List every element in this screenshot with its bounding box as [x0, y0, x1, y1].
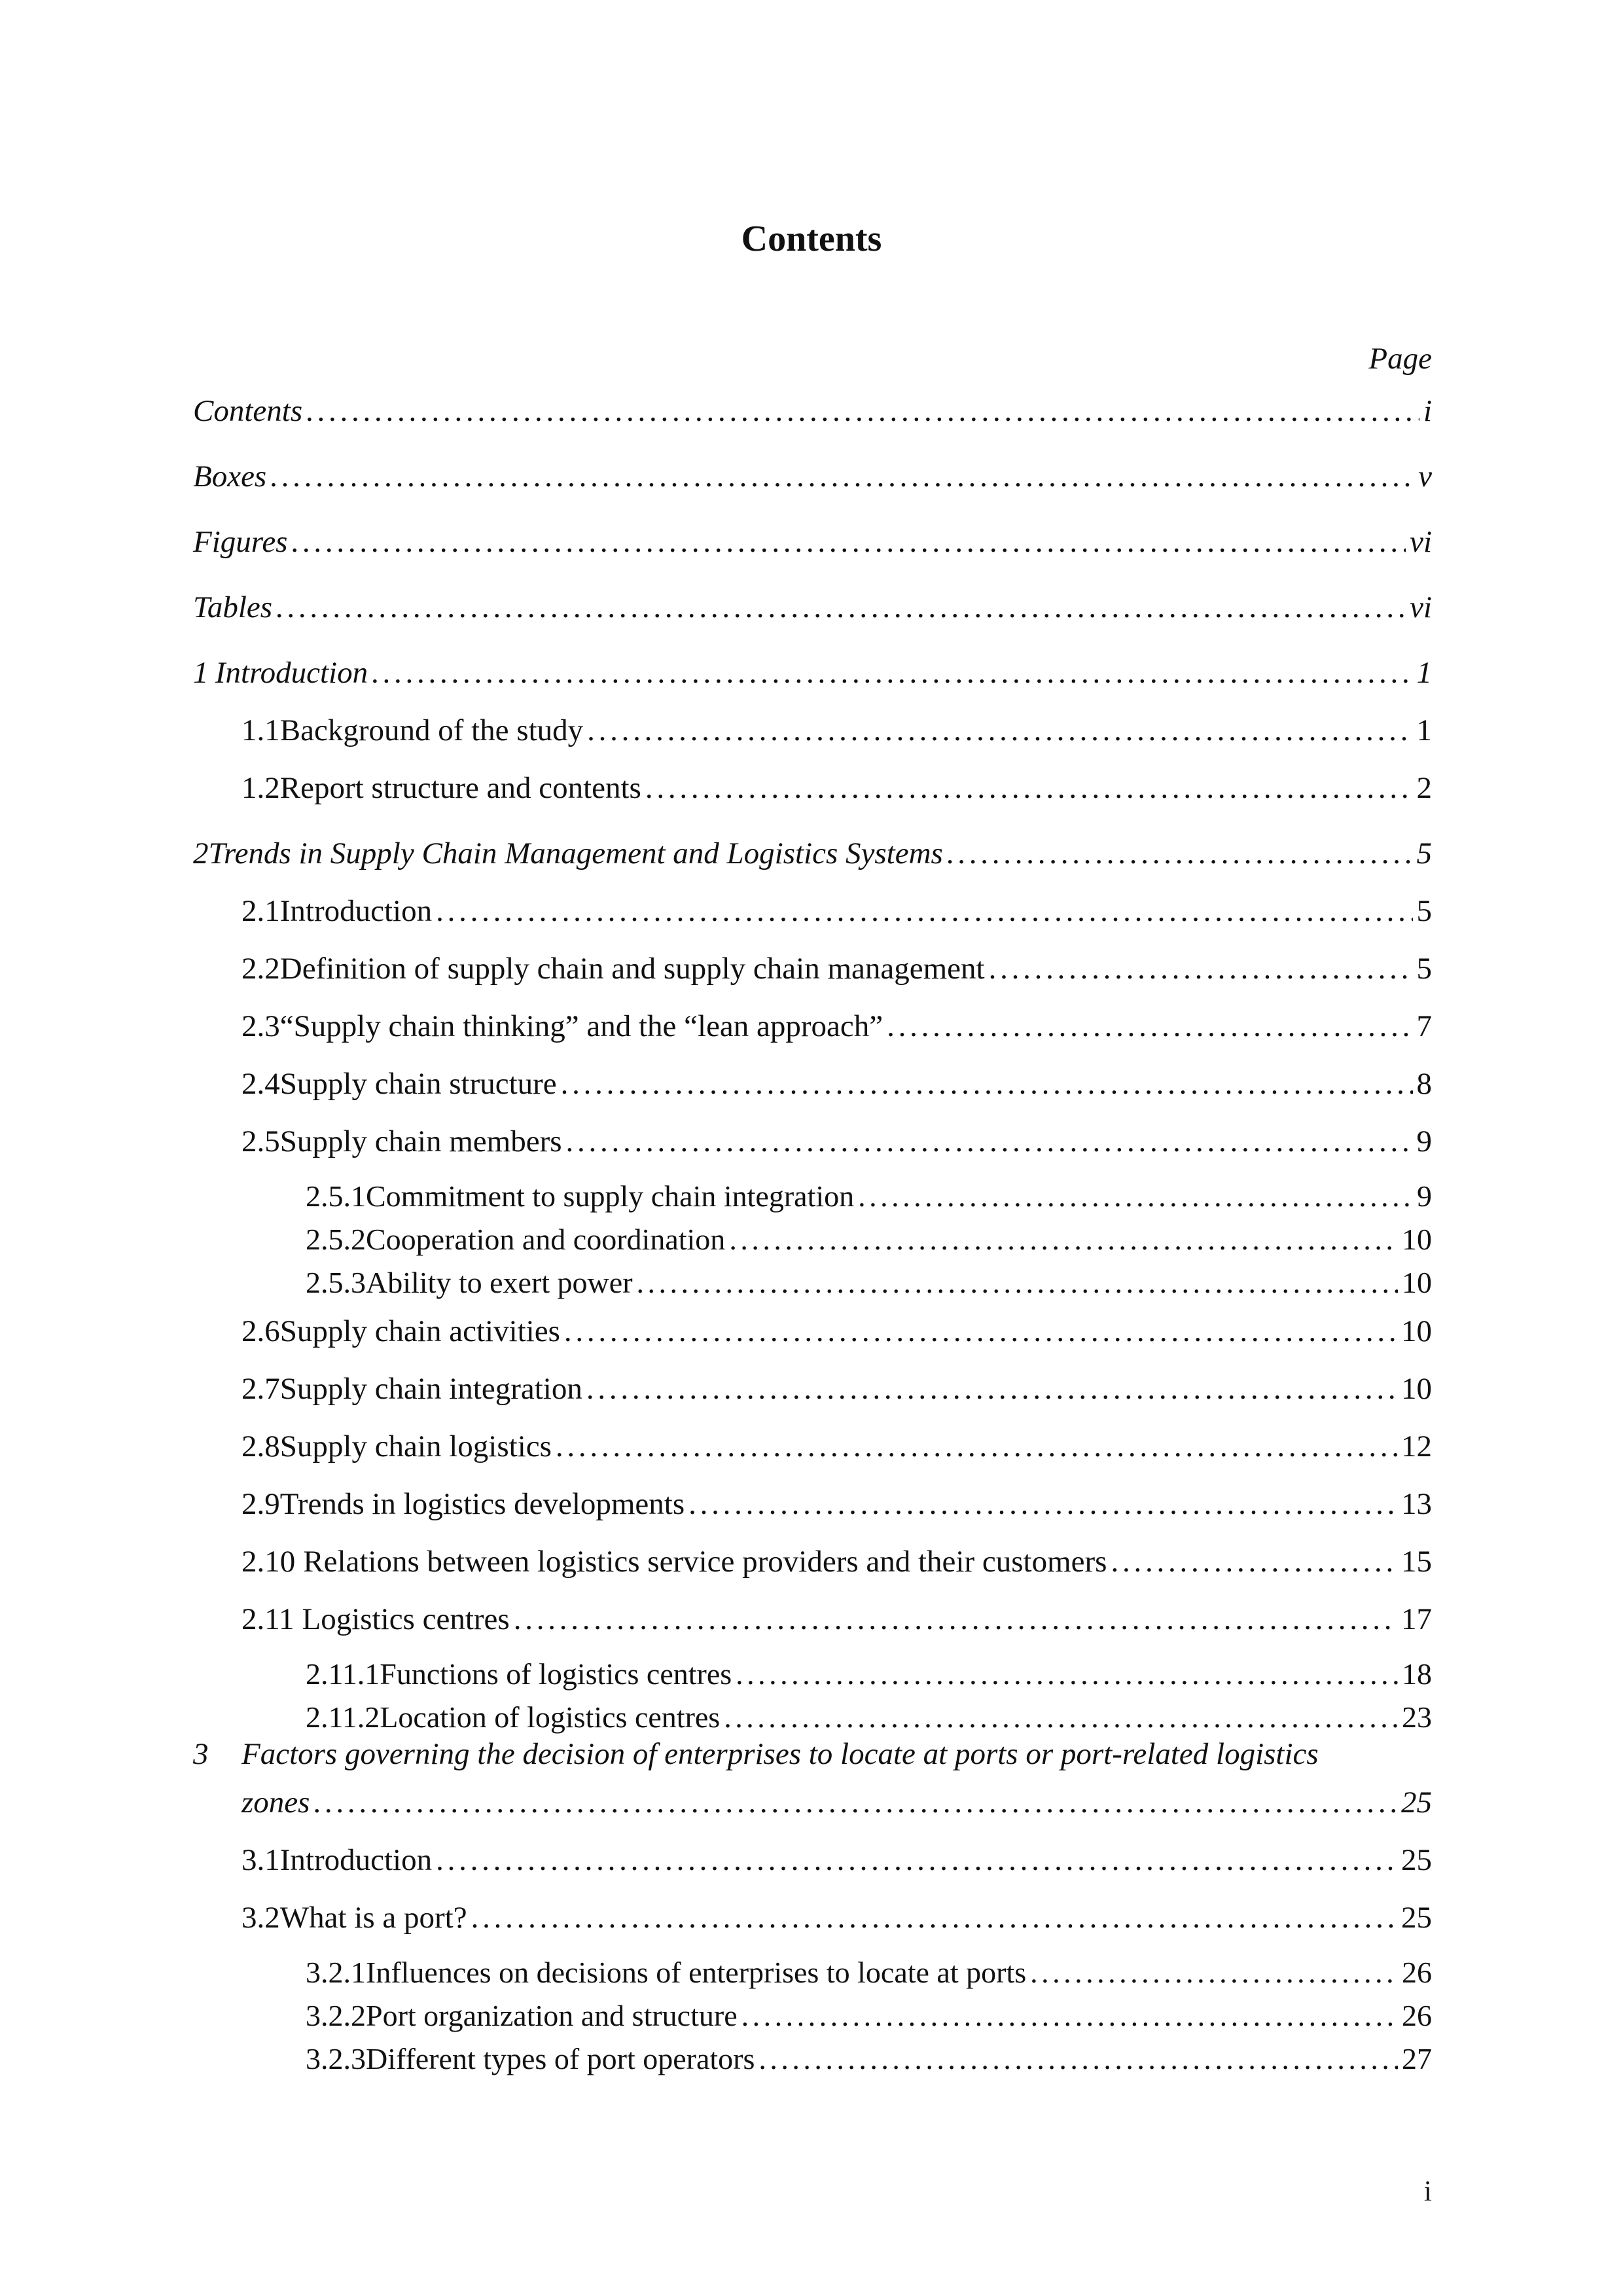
- chapter-title-continued: zones: [241, 1785, 310, 1820]
- dot-leader: [306, 391, 1419, 431]
- subsection-title: Ability to exert power: [366, 1266, 633, 1299]
- dot-leader: [729, 1221, 1398, 1258]
- toc-subsection-2-11-1[interactable]: [306, 1656, 1432, 1693]
- dot-leader: [436, 1840, 1397, 1880]
- dot-leader: [688, 1484, 1397, 1524]
- section-title: Trends in logistics developments: [279, 1487, 685, 1521]
- section-title: What is a port?: [279, 1901, 467, 1935]
- toc-subsection-3-2-3[interactable]: [306, 2041, 1432, 2077]
- subsection-number: 2.5.2: [306, 1223, 366, 1256]
- toc-section-2-9[interactable]: [241, 1484, 1432, 1524]
- section-title: Supply chain members: [279, 1124, 562, 1158]
- section-number: 2.11: [241, 1602, 294, 1636]
- chapter-number: 2: [193, 836, 209, 870]
- toc-entry-tables[interactable]: [193, 588, 1432, 627]
- subsection-number: 3.2.1: [306, 1956, 366, 1989]
- toc-chapter-3[interactable]: [241, 1783, 1432, 1822]
- section-page: 25: [1401, 1843, 1432, 1877]
- section-number: 2.2: [241, 952, 280, 986]
- toc-section-2-5[interactable]: [241, 1122, 1432, 1161]
- subsection-number: 2.5.1: [306, 1179, 366, 1213]
- page-column-label: Page: [1368, 342, 1432, 376]
- toc-section-2-2[interactable]: [241, 949, 1432, 988]
- subsection-page: 27: [1402, 2042, 1432, 2075]
- dot-leader: [586, 1369, 1397, 1408]
- chapter-title: Introduction: [215, 656, 368, 690]
- dot-leader: [556, 1427, 1397, 1466]
- dot-leader: [313, 1783, 1397, 1822]
- toc-entry-boxes[interactable]: [193, 457, 1432, 496]
- toc-entry-title: Figures: [193, 525, 288, 559]
- subsection-number: 2.5.3: [306, 1266, 366, 1299]
- section-page: 9: [1416, 1124, 1432, 1158]
- page-title: Contents: [741, 219, 882, 259]
- dot-leader: [587, 711, 1412, 750]
- section-page: 10: [1401, 1314, 1432, 1348]
- chapter-number: 1: [193, 656, 209, 690]
- section-page: 1: [1416, 713, 1432, 747]
- section-number: 3.2: [241, 1901, 280, 1935]
- section-title: Supply chain logistics: [279, 1429, 552, 1463]
- section-page: 2: [1416, 771, 1432, 805]
- toc-chapter-1[interactable]: [193, 653, 1432, 692]
- section-number: 1.1: [241, 713, 280, 747]
- toc-section-3-1[interactable]: [241, 1840, 1432, 1880]
- dot-leader: [989, 949, 1413, 988]
- section-number: 1.2: [241, 771, 280, 805]
- subsection-page: 18: [1402, 1657, 1432, 1691]
- subsection-title: Influences on decisions of enterprises to locate at ports: [366, 1956, 1027, 1989]
- section-number: 2.5: [241, 1124, 280, 1158]
- toc-section-2-3[interactable]: [241, 1007, 1432, 1046]
- dot-leader: [947, 834, 1413, 873]
- toc-chapter-2[interactable]: [193, 834, 1432, 873]
- dot-leader: [645, 768, 1413, 808]
- section-number: 2.6: [241, 1314, 280, 1348]
- subsection-number: 3.2.3: [306, 2042, 366, 2075]
- dot-leader: [637, 1265, 1398, 1301]
- toc-entry-contents[interactable]: [193, 391, 1432, 431]
- section-page: 8: [1416, 1067, 1432, 1101]
- dot-leader: [887, 1007, 1412, 1046]
- section-number: 3.1: [241, 1843, 280, 1877]
- subsection-title: Functions of logistics centres: [380, 1657, 732, 1691]
- toc-entry-page: i: [1423, 394, 1432, 428]
- dot-leader: [270, 457, 1414, 496]
- subsection-title: Cooperation and coordination: [366, 1223, 726, 1256]
- section-title: Background of the study: [279, 713, 584, 747]
- subsection-title: Port organization and structure: [366, 1999, 738, 2032]
- dot-leader: [724, 1699, 1398, 1736]
- toc-section-2-6[interactable]: [241, 1312, 1432, 1351]
- toc-section-1-1[interactable]: [241, 711, 1432, 750]
- section-number: 2.4: [241, 1067, 280, 1101]
- dot-leader: [566, 1122, 1413, 1161]
- subsection-number: 2.11.1: [306, 1657, 380, 1691]
- subsection-page: 10: [1402, 1223, 1432, 1256]
- toc-section-2-4[interactable]: [241, 1064, 1432, 1103]
- toc-subsection-2-5-3[interactable]: [306, 1265, 1432, 1301]
- chapter-page: 5: [1416, 836, 1432, 870]
- chapter-page: 25: [1401, 1785, 1432, 1820]
- subsection-title: Different types of port operators: [366, 2042, 755, 2075]
- section-title: Introduction: [279, 1843, 433, 1877]
- section-title: Report structure and contents: [279, 771, 641, 805]
- dot-leader: [276, 588, 1406, 627]
- dot-leader: [436, 891, 1412, 931]
- dot-leader: [741, 1998, 1398, 2034]
- section-number: 2.9: [241, 1487, 280, 1521]
- section-number: 2.8: [241, 1429, 280, 1463]
- dot-leader: [514, 1600, 1397, 1639]
- section-page: 10: [1401, 1372, 1432, 1406]
- toc-entry-figures[interactable]: [193, 522, 1432, 562]
- toc-entry-page: vi: [1410, 590, 1432, 624]
- dot-leader: [471, 1898, 1397, 1937]
- toc-section-2-10[interactable]: [241, 1542, 1432, 1581]
- toc-section-2-7[interactable]: [241, 1369, 1432, 1408]
- section-title: Supply chain integration: [279, 1372, 582, 1406]
- toc-subsection-3-2-2[interactable]: [306, 1998, 1432, 2034]
- section-page: 13: [1401, 1487, 1432, 1521]
- toc-section-1-2[interactable]: [241, 768, 1432, 808]
- dot-leader: [1030, 1954, 1398, 1991]
- subsection-number: 3.2.2: [306, 1999, 366, 2032]
- toc-subsection-3-2-1[interactable]: [306, 1954, 1432, 1991]
- section-title: Definition of supply chain and supply chain management: [279, 952, 985, 986]
- toc-section-3-2[interactable]: [241, 1898, 1432, 1937]
- dot-leader: [1111, 1542, 1397, 1581]
- subsection-number: 2.11.2: [306, 1700, 380, 1734]
- toc-section-2-1[interactable]: [241, 891, 1432, 931]
- section-number: 2.7: [241, 1372, 280, 1406]
- section-title: Introduction: [279, 894, 433, 928]
- section-title: Relations between logistics service providers and their customers: [303, 1545, 1107, 1579]
- chapter-title: Factors governing the decision of enterprises to locate at ports or port-related logistics: [241, 1737, 1319, 1771]
- toc-entry-page: vi: [1410, 525, 1432, 559]
- subsection-title: Commitment to supply chain integration: [366, 1179, 855, 1213]
- toc-subsection-2-11-2[interactable]: [306, 1699, 1432, 1736]
- toc-entry-page: v: [1418, 459, 1432, 493]
- section-page: 12: [1401, 1429, 1432, 1463]
- dot-leader: [858, 1178, 1413, 1215]
- subsection-title: Location of logistics centres: [380, 1700, 721, 1734]
- section-number: 2.10: [241, 1545, 296, 1579]
- dot-leader: [372, 653, 1412, 692]
- toc-entry-title: Contents: [193, 394, 303, 428]
- section-title: “Supply chain thinking” and the “lean approach”: [279, 1009, 883, 1043]
- toc-chapter-3-title-line1[interactable]: [193, 1734, 1319, 1774]
- section-title: Logistics centres: [302, 1602, 510, 1636]
- subsection-page: 23: [1402, 1700, 1432, 1734]
- toc-subsection-2-5-2[interactable]: [306, 1221, 1432, 1258]
- toc-section-2-8[interactable]: [241, 1427, 1432, 1466]
- toc-subsection-2-5-1[interactable]: [306, 1178, 1432, 1215]
- subsection-page: 26: [1402, 1956, 1432, 1989]
- section-title: Supply chain activities: [279, 1314, 560, 1348]
- dot-leader: [564, 1312, 1397, 1351]
- dot-leader: [291, 522, 1406, 562]
- section-page: 17: [1401, 1602, 1432, 1636]
- dot-leader: [758, 2041, 1398, 2077]
- chapter-page: 1: [1416, 656, 1432, 690]
- footer-page-number: i: [1423, 2175, 1432, 2207]
- section-number: 2.1: [241, 894, 280, 928]
- toc-section-2-11[interactable]: [241, 1600, 1432, 1639]
- section-page: 5: [1416, 952, 1432, 986]
- chapter-number: 3: [193, 1737, 209, 1771]
- subsection-page: 10: [1402, 1266, 1432, 1299]
- dot-leader: [561, 1064, 1413, 1103]
- toc-entry-title: Tables: [193, 590, 273, 624]
- chapter-title: Trends in Supply Chain Management and Logistics Systems: [208, 836, 943, 870]
- subsection-page: 9: [1417, 1179, 1432, 1213]
- section-title: Supply chain structure: [279, 1067, 557, 1101]
- section-page: 7: [1416, 1009, 1432, 1043]
- subsection-page: 26: [1402, 1999, 1432, 2032]
- toc-entry-title: Boxes: [193, 459, 267, 493]
- section-page: 15: [1401, 1545, 1432, 1579]
- section-page: 5: [1416, 894, 1432, 928]
- section-page: 25: [1401, 1901, 1432, 1935]
- section-number: 2.3: [241, 1009, 280, 1043]
- dot-leader: [736, 1656, 1398, 1693]
